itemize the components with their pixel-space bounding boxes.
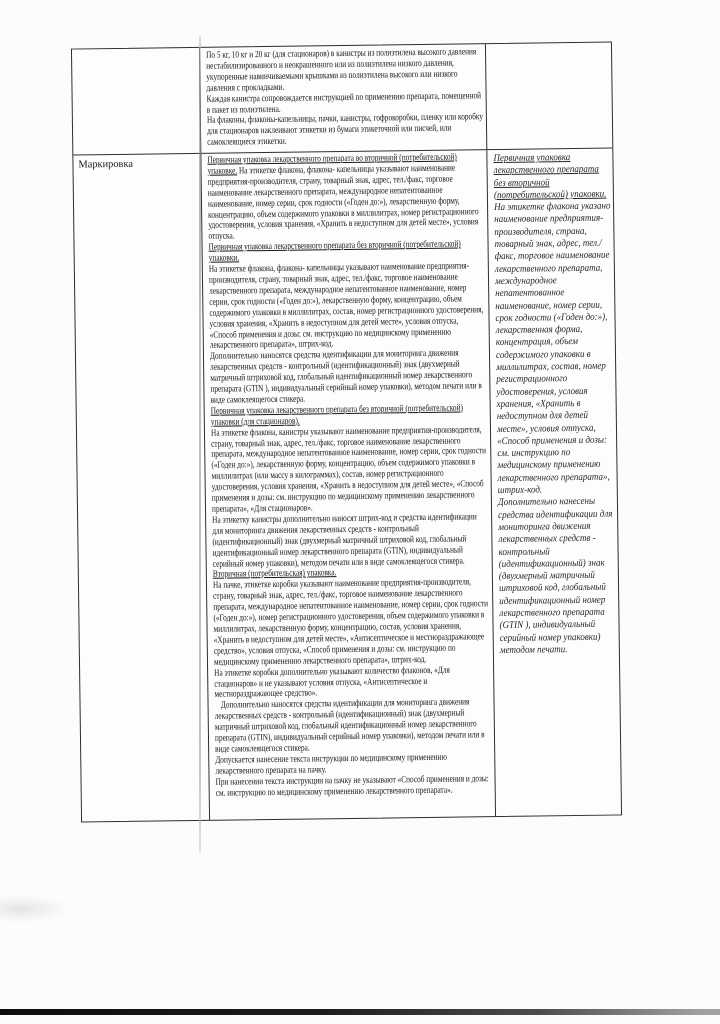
notes-body-identification: Дополнительно нанесены средства идентификации для мониторинга движения лекарственных средств - контрольный (идентификационный) знак (двухмерный матричный штриховой код, глобальный идентификационный номер лекарственного препарата (GTIN ), индивидуальный серийный номер упаковки) методом печати. <box>497 496 613 656</box>
marking-main-cell <box>201 150 496 820</box>
packaging-marking-table <box>71 41 622 822</box>
body-instruction-note: При нанесении текста инструкции на пачку не указывают «Способ применения и дозы: см. инструкцию по медицинскому применению лекарственного препарата». <box>215 773 489 799</box>
heading-primary-no-secondary: Первичная упаковка лекарственного препарата без вторичной (потребительской) упаковки. <box>208 239 461 264</box>
marking-row-label: Маркировка <box>78 158 134 171</box>
notes-heading-primary-no-secondary: Первичная упаковка лекарственного препарата без вторичной (потребительской) упаковки. <box>493 152 607 201</box>
body-identification-means-2: Дополнительно наносятся средства идентификации для мониторинга движения лекарственных средств - контрольный (идентификационный) знак (двухмерный матричный штриховой код, глобальный идентификационный номер лекарственного препарата (GTIN), индивидуальный серийный номер упаковки), методом печати или в виде самоклеящегося стикера. <box>214 697 485 755</box>
table-row-packaging <box>72 43 612 156</box>
scanner-edge-band <box>0 1009 720 1015</box>
packaging-label-cell-empty <box>72 48 201 155</box>
body-box-label-extra: На этикетке коробки дополнительно указывают количество флаконов, «Для стационаров» и не указывают условия отпуска, «Антисептическое и местнораздражающее средство». <box>214 665 450 701</box>
body-primary-in-secondary: На этикетке флакона, флакона- капельницы указывают наименование предприятия-производителя, страну, товарный знак, адрес, тел./факс, торговое наименование лекарственного препарата, международное непатентованное наименование, номер серии, срок годности («Годен до:»), лекарственную форму, концентрацию, объем содержимого упаковки в миллилитрах, номер регистрационного удостоверения, условия хранения, «Хранить в недоступном для детей месте», условия отпуска. <box>207 163 479 243</box>
notes-body-flask-label: На этикетке флакона указано наименование предприятия-производителя, страна, товарный знак, адрес, тел./факс, торговое наименование лекарственного препарата, международное непатентованное наименование, номер серии, срок годности («Годен до:»), лекарственная форма, концентрация, объем содержимого упаковки в миллилитрах, состав, номер регистрационного удостоверения, условия хранения, «Хранить в недоступном для детей месте», условия отпуска, «Способ применения и дозы: см. инструкцию по медицинскому применению лекарственного препарата», штрих-код. <box>494 200 611 497</box>
body-identification-means: Дополнительно наносятся средства идентификации для мониторинга движения лекарственных средств - контрольный (идентификационный) знак (двухмерный матричный штриховой код, глобальный идентификационный номер лекарственного препарата (GTIN ), индивидуальный серийный номер упаковки), методом печати или в виде самоклеящегося стикера. <box>209 348 482 406</box>
body-canister-barcode: На этикетку канистры дополнительно наносят штрих-код и средства идентификации для мониторинга движения лекарственных средств - контрольный (идентификационный) знак (двухмерный матричный штриховой код, глобальный идентификационный номер лекарственного препарата (GTIN), индивидуальный серийный номер упаковки), методом печати или в виде самоклеящегося стикера. <box>212 512 477 570</box>
packaging-text-cell <box>200 44 487 153</box>
heading-primary-no-secondary-hospitals: Первичная упаковка лекарственного препарата без вторичной (потребительской) упаковки (для стационаров). <box>210 403 463 428</box>
marking-label-cell <box>73 154 210 822</box>
heading-secondary-consumer: Вторичная (потребительская) упаковка. <box>212 568 337 581</box>
heading-primary-in-secondary: Первичная упаковка лекарственного препарата во вторичной (потребительской) упаковке. <box>207 152 457 177</box>
scan-smudge <box>0 895 70 923</box>
packaging-paragraph-labels: На флаконы, флаконы-капельницы, пачки, канистры, гофрокоробки, пленку или коробку для стационаров наклеивают этикетки из бумаги этикеточной или писчей, или самоклеящиеся этикетки. <box>206 112 484 149</box>
table-row-marking <box>73 148 621 821</box>
paragraph-primary-in-secondary <box>207 152 485 243</box>
body-primary-no-secondary: На этикетке флакона, флакона- капельницы указывают наименование предприятия-производителя, страну, товарный знак, адрес, тел./факс, торговое наименование лекарственного препарата, международное непатентованное наименование, номер серии, срок годности («Годен до:»), лекарственную форму, концентрацию, объем содержимого упаковки в миллилитрах, состав, номер регистрационного удостоверения, условия хранения, «Хранить в недоступном для детей месте», условия отпуска, «Способ применения и дозы: см. инструкцию по медицинскому применению лекарственного препарата», штрих-код. <box>208 261 484 352</box>
marking-notes-cell <box>487 148 621 816</box>
paper-fold-line <box>199 36 201 853</box>
packaging-paragraph-instruction: Каждая канистра сопровождается инструкцией по применению препарата, помещенной в пакет из полиэтилена. <box>206 90 482 116</box>
packaging-notes-cell-empty <box>486 43 612 150</box>
body-primary-no-secondary-hospitals: На этикетке флакона, канистры указывают наименование предприятия-производителя, страну, товарный знак, адрес, тел./факс, торговое наименование лекарственного препарата, международное непатентованное наименование, номер серии, срок годности («Годен до:»), лекарственную форму, концентрацию, объем содержимого упаковки в миллилитрах (или массу в килограммах), состав, номер регистрационного удостоверения, условия хранения, «Хранить в недоступном для детей месте», «Способ применения и дозы: см. инструкцию по медицинскому применению лекарственного препарата», «Для стационаров». <box>210 424 487 515</box>
packaging-paragraph-canisters: По 5 кг, 10 кг и 20 кг (для стационаров) в канистры из полиэтилена высокого давления нестабилизированного и неокрашенного или из полиэтилена низкого давления, укупоренные навинчиваемыми крышками из полиэтилена высокого или низкого давления с прокладками. <box>205 47 477 94</box>
body-instruction-on-pack: Допускается нанесение текста инструкции по медицинскому применению лекарственного препарата на пачку. <box>215 752 447 777</box>
body-secondary-consumer: На пачке, этикетке коробки указывают наименование предприятия-производителя, страну, товарный знак, адрес, тел./факс, торговое наименование лекарственного препарата, международное непатентованное наименование, номер серии, срок годности («Годен до:»), номер регистрационного удостоверения, объем содержимого упаковки в миллилитрах, лекарственную форму, концентрацию, состав, условия хранения, «Хранить в недоступном для детей месте», «Антисептическое и местнораздражающее средство», условия отпуска, «Способ применения и дозы: см. инструкцию по медицинскому применению лекарственного препарата», штрих-код. <box>212 577 489 668</box>
